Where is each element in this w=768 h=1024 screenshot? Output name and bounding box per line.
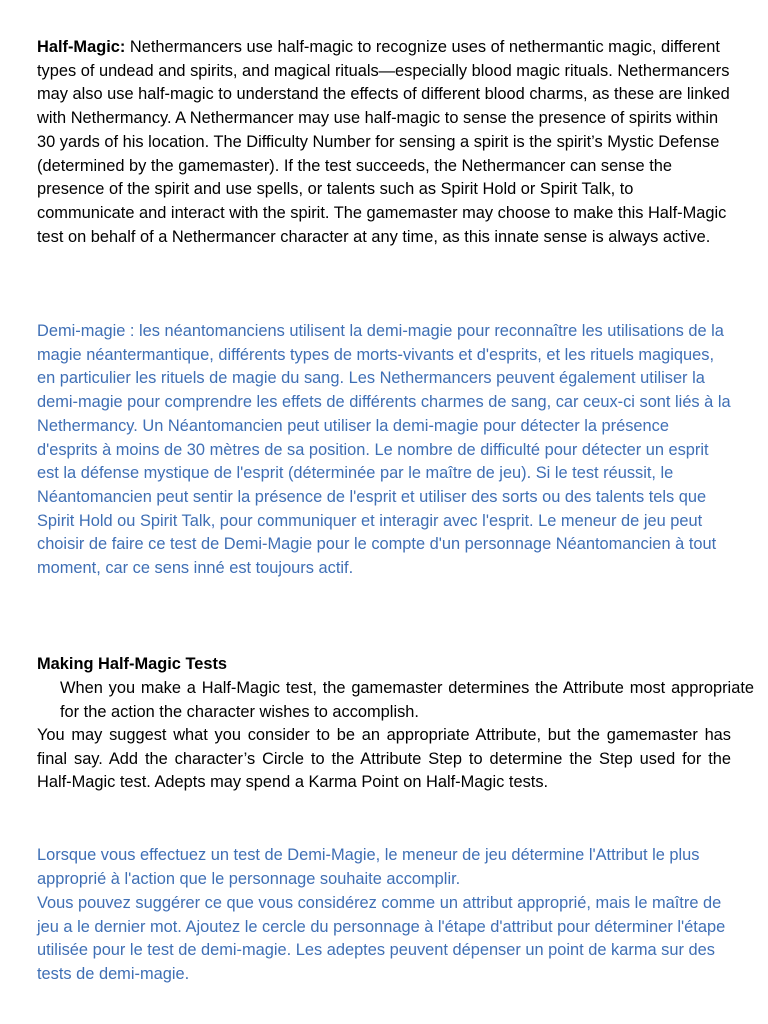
half-magic-english-text: Nethermancers use half-magic to recognize uses of nethermantic magic, different types of undead and spirits, and magical rituals—especially blood magic rituals. Nethermancers may also use half-magic to understand the effects of different blood charms, as these are linked with Nethermancy. A Nethermancer may use half-magic to sense the presence of spirits within 30 yards of his location. The Difficulty Number for sensing a spirit is the spirit’s Mystic Defense (determined by the gamemaster). If the test succeeds, the Nethermancer can sense the presence of the spirit and use spells, or talents such as Spirit Hold or Spirit Talk, to communicate and interact with the spirit. The gamemaster may choose to make this Half-Magic test on behalf of a Nethermancer character at any time, as this innate sense is always active.: [37, 38, 730, 246]
making-tests-english-line1: When you make a Half-Magic test, the gamemaster determines the Attribute most appropriate for the action the character wishes to accomplish.: [60, 679, 754, 721]
making-tests-heading: Making Half-Magic Tests: [37, 655, 228, 673]
half-magic-french-paragraph: Demi-magie : les néantomanciens utilisent la demi-magie pour reconnaître les utilisations de la magie néantermantique, différents types de morts-vivants et d'esprits, et les rituels magiques, en particulier les rituels de magie du sang. Les Nethermancers peuvent également utiliser la demi-magie pour comprendre les effets de différents charmes de sang, car ceux-ci sont liés à la Nethermancy. Un Néantomancien peut utiliser la demi-magie pour détecter la présence d'esprits à moins de 30 mètres de sa position. Le nombre de difficulté pour détecter un esprit est la défense mystique de l'esprit (déterminée par le maître de jeu). Si le test réussit, le Néantomancien peut sentir la présence de l'esprit et utiliser des sorts ou des talents tels que Spirit Hold ou Spirit Talk, pour communiquer et interagir avec l'esprit. Le meneur de jeu peut choisir de faire ce test de Demi-Magie pour le compte d'un personnage Néantomancien à tout moment, car ce sens inné est toujours actif.: [37, 322, 731, 578]
making-tests-french-line2: Vous pouvez suggérer ce que vous considérez comme un attribut approprié, mais le maître de jeu a le dernier mot. Ajoutez le cercle du personnage à l'étape d'attribut pour déterminer l'étape utilisée pour le test de demi-magie. Les adeptes peuvent dépenser un point de karma sur des tests de demi-magie.: [37, 894, 726, 984]
making-tests-english-line2: You may suggest what you consider to be an appropriate Attribute, but the gamemaster has final say. Add the character’s Circle to the Attribute Step to determine the Step used for the Half-Magic test. Adepts may spend a Karma Point on Half-Magic tests.: [37, 726, 731, 792]
half-magic-english-paragraph: [37, 36, 731, 249]
half-magic-lead-term: Half-Magic:: [37, 38, 126, 56]
making-tests-french-line1: Lorsque vous effectuez un test de Demi-Magie, le meneur de jeu détermine l'Attribut le plus approprié à l'action que le personnage souhaite accomplir.: [37, 846, 700, 888]
